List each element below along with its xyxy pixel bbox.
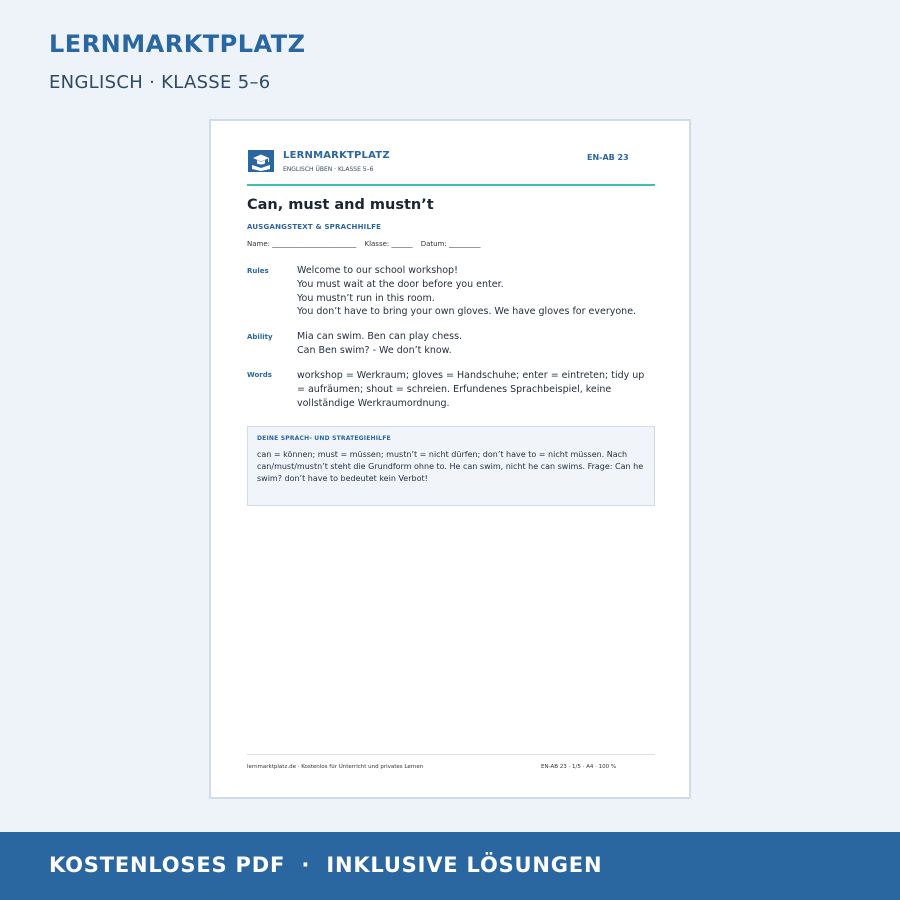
banner-text: KOSTENLOSES PDF · INKLUSIVE LÖSUNGEN (49, 853, 603, 877)
sheet-code: EN-AB 23 (587, 153, 629, 162)
brand-title: LERNMARKTPLATZ (49, 30, 306, 58)
student-fields (247, 240, 487, 248)
section-label: AUSGANGSTEXT & SPRACHHILFE (247, 223, 382, 231)
sheet-title: Can, must and mustn’t (247, 197, 434, 213)
footer-right: EN-AB 23 · 1/5 · A4 · 100 % (541, 764, 617, 770)
ability-line: Can Ben swim? - We don’t know. (297, 344, 452, 356)
sheet-brand-subtitle: ENGLISCH ÜBEN · KLASSE 5–6 (283, 166, 374, 173)
words-line: workshop = Werkraum; gloves = Handschuhe; enter = eintreten; tidy up (297, 370, 645, 381)
class-field: Klasse: ______ (364, 240, 413, 248)
rules-text (297, 264, 657, 319)
brand-subtitle: ENGLISCH · KLASSE 5–6 (49, 72, 271, 93)
footer-divider (247, 754, 655, 755)
words-line: = aufräumen; shout = schreien. Erfundenes Sprachbeispiel, keine (297, 383, 612, 395)
ability-line: Mia can swim. Ben can play chess. (297, 331, 463, 342)
rules-line: You mustn’t run in this room. (297, 292, 435, 304)
name-field: Name: ________________________ (247, 240, 357, 248)
rules-line: You must wait at the door before you enter. (297, 278, 504, 290)
worksheet-preview (209, 119, 691, 799)
rules-line: You don’t have to bring your own gloves. We have gloves for everyone. (297, 306, 637, 318)
date-field: Datum: _________ (420, 240, 481, 248)
words-line: vollständige Werkraumordnung. (297, 397, 450, 409)
sheet-brand: LERNMARKTPLATZ (283, 150, 390, 161)
help-title: DEINE SPRACH- UND STRATEGIEHILFE (257, 435, 391, 442)
bottom-banner (0, 832, 900, 900)
help-text: can = können; must = müssen; mustn’t = nicht dürfen; don’t have to = nicht müssen. Nach can/must/mustn’t steht die Grundform ohne to. He can swim, nicht he can swims. Frage: Can he swim? don’t have to bedeutet kein Verbot! (257, 450, 644, 483)
header-divider (247, 184, 655, 186)
rules-label: Rules (247, 267, 269, 275)
words-label: Words (247, 371, 272, 379)
ability-text (297, 330, 657, 358)
words-text (297, 369, 657, 410)
footer-left: lernmarktplatz.de · Kostenlos für Unterricht und privates Lernen (247, 764, 424, 770)
strategy-help-box (247, 426, 655, 506)
ability-label: Ability (247, 333, 273, 341)
book-graduation-cap-icon (248, 150, 274, 172)
rules-line: Welcome to our school workshop! (297, 265, 458, 276)
